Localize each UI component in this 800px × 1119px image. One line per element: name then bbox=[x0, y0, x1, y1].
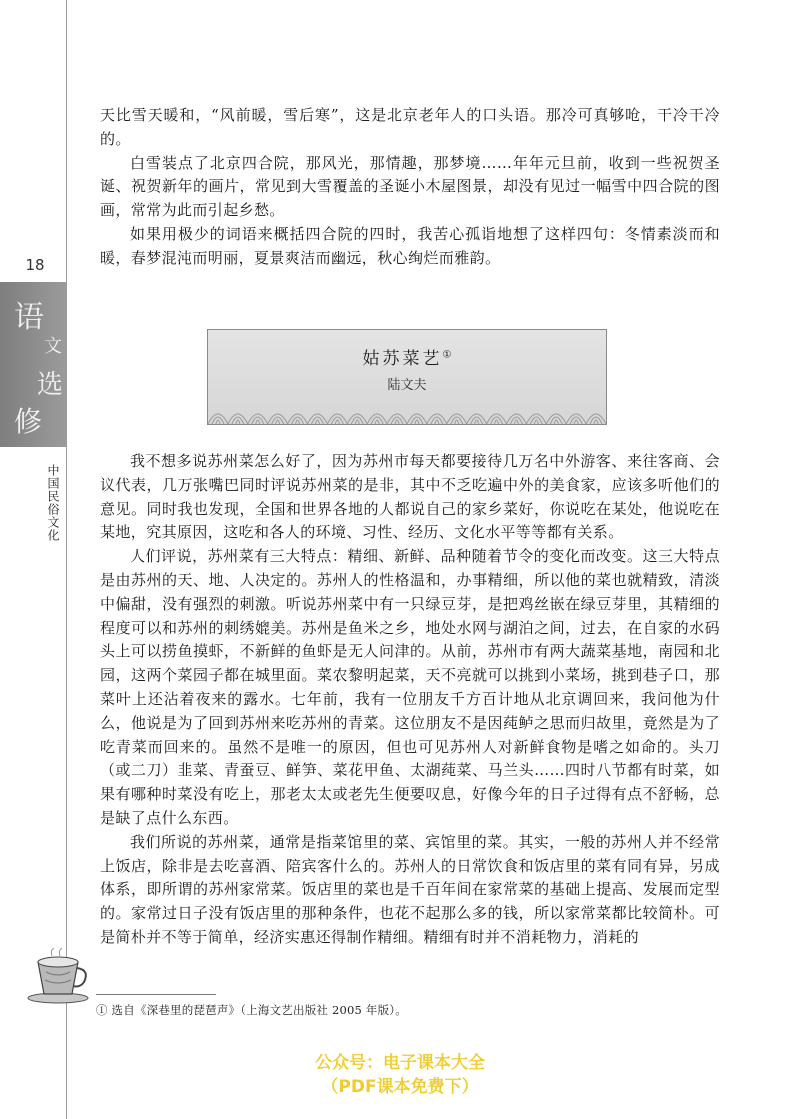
teacup-icon bbox=[24, 948, 92, 1004]
footnote: ① 选自《深巷里的琵琶声》（上海文艺出版社 2005 年版）。 bbox=[96, 1003, 407, 1017]
intro-text bbox=[100, 104, 720, 271]
paragraph: 我不想多说苏州菜怎么好了，因为苏州市每天都要接待几万名中外游客、来往客商、会议代表，几万张嘴巴同时评说苏州菜的是非，其中不乏吃遍中外的美食家，应该多听他们的意见。同时我也发现，全国和世界各地的人都说自己的家乡菜好，你说吃在某处，他说吃在某地，究其原因，这吃和各人的环境、习性、经历、文化水平等等都有关系。 bbox=[100, 452, 720, 542]
watermark-line: （PDF课本免费下） bbox=[321, 1077, 479, 1097]
paragraph: 我们所说的苏州菜，通常是指菜馆里的菜、宾馆里的菜。其实，一般的苏州人并不经常上饭店，除非是去吃喜酒、陪宾客什么的。苏州人的日常饮食和饭店里的菜有同有异，另成体系，即所谓的苏州家常菜。饭店里的菜也是千百年间在家常菜的基础上提高、发展而定型的。家常过日子没有饭店里的那种条件，也花不起那么多的钱，所以家常菜都比较简朴。可是简朴并不等于简单，经济实惠还得制作精细。精细有时并不消耗物力，消耗的 bbox=[100, 832, 720, 946]
article-body bbox=[100, 450, 720, 950]
article-author: 陆文夫 bbox=[387, 378, 427, 393]
book-tab-char: 修 bbox=[14, 405, 43, 438]
article-title bbox=[208, 344, 606, 369]
paragraph: 天比雪天暖和，“风前暖，雪后寒”，这是北京老年人的口头语。那冷可真够呛，干冷干冷的。 bbox=[100, 106, 720, 148]
article-title-text: 姑苏菜艺 bbox=[362, 349, 443, 369]
book-tab bbox=[0, 282, 66, 447]
paragraph: 白雪装点了北京四合院，那风光，那情趣，那梦境……年年元旦前，收到一些祝贺圣诞、祝贺新年的画片，常见到大雪覆盖的圣诞小木屋图景，却没有见过一幅雪中四合院的图画，常常为此而引起乡愁。 bbox=[100, 153, 720, 220]
footnote-divider bbox=[96, 994, 216, 995]
watermark-line: 公众号：电子课本大全 bbox=[315, 1053, 485, 1073]
book-tab-char: 语 bbox=[14, 300, 44, 335]
wave-ornament bbox=[208, 398, 606, 424]
footnote-marker: ① bbox=[442, 349, 452, 361]
book-tab-char: 选 bbox=[37, 370, 64, 400]
paragraph: 如果用极少的词语来概括四合院的四时，我苦心孤诣地想了这样四句：冬情素淡而和暖，春梦混沌而明丽，夏景爽洁而幽远，秋心绚烂而雅韵。 bbox=[100, 224, 720, 267]
book-tab-char: 文 bbox=[44, 336, 62, 357]
side-title: 中国民俗文化 bbox=[46, 464, 60, 542]
article-title-box bbox=[207, 329, 607, 425]
page-number: 18 bbox=[25, 256, 45, 274]
paragraph: 人们评说，苏州菜有三大特点：精细、新鲜、品种随着节令的变化而改变。这三大特点是由苏州的天、地、人决定的。苏州人的性格温和，办事精细，所以他的菜也就精致，清淡中偏甜，没有强烈的刺激。听说苏州菜中有一只绿豆芽，是把鸡丝嵌在绿豆芽里，其精细的程度可以和苏州的刺绣媲美。苏州是鱼米之乡，地处水网与湖泊之间，过去，在自家的水码头上可以捞鱼摸虾，不新鲜的鱼虾是无人问津的。从前，苏州市有两大蔬菜基地，南园和北园，这两个菜园子都在城里面。菜农黎明起菜，天不亮就可以挑到小菜场，挑到巷子口，那菜叶上还沾着夜来的露水。七年前，我有一位朋友千方百计地从北京调回来，我问他为什么，他说是为了回到苏州来吃苏州的青菜。这位朋友不是因莼鲈之思而归故里，竟然是为了吃青菜而回来的。虽然不是唯一的原因，但也可见苏州人对新鲜食物是嗜之如命的。头刀（或二刀）韭菜、青蚕豆、鲜笋、菜花甲鱼、太湖莼菜、马兰头……四时八节都有时菜，如果有哪种时菜没有吃上，那老太太或老先生便要叹息，好像今年的日子过得有点不舒畅，总是缺了点什么东西。 bbox=[100, 547, 720, 827]
